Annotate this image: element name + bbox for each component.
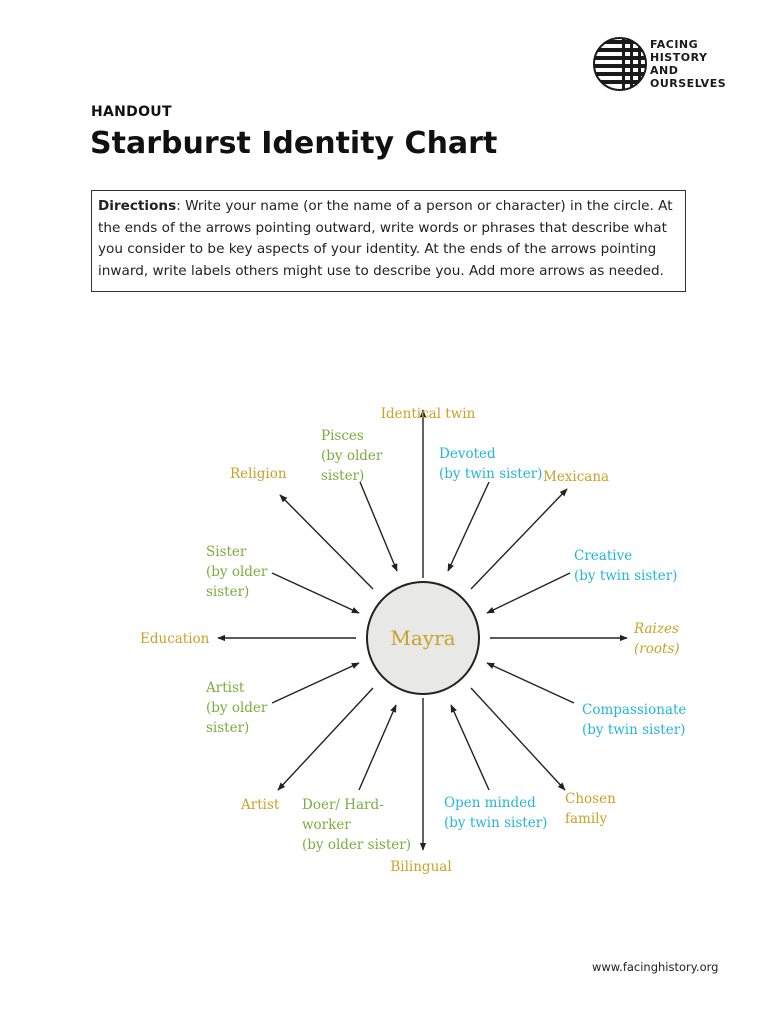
label-education: Education <box>140 631 210 647</box>
label-raizes: Raizes (roots) <box>634 621 680 657</box>
logo-wordmark <box>650 38 726 90</box>
label-pisces: Pisces (by older sister) <box>321 428 383 484</box>
label-devoted: Devoted (by twin sister) <box>439 446 543 482</box>
arrow-open-minded <box>451 705 489 790</box>
arrow-sister <box>272 573 359 613</box>
logo-line: HISTORY <box>650 51 708 64</box>
label-chosen-family: Chosen family <box>565 791 616 827</box>
label-compassionate: Compassionate (by twin sister) <box>582 702 687 738</box>
striped-globe-icon <box>592 36 648 92</box>
center-name: Mayra <box>390 626 456 650</box>
label-creative: Creative (by twin sister) <box>574 548 678 584</box>
facing-history-logo <box>592 36 732 92</box>
page-title: Starburst Identity Chart <box>90 126 498 161</box>
label-religion: Religion <box>230 466 287 482</box>
label-identical-twin: Identical twin <box>380 406 476 422</box>
arrow-pisces <box>360 482 397 571</box>
logo-line: AND <box>650 64 679 77</box>
arrow-devoted <box>448 482 489 571</box>
label-mexicana: Mexicana <box>543 469 610 485</box>
directions-label: Directions <box>98 198 177 214</box>
label-doer: Doer/ Hard- worker (by older sister) <box>302 797 411 853</box>
arrow-mexicana <box>471 489 567 589</box>
logo-line: FACING <box>650 38 699 51</box>
arrow-doer <box>359 705 396 790</box>
starburst-chart <box>0 380 768 890</box>
handout-kicker: HANDOUT <box>91 104 172 120</box>
arrow-creative <box>487 573 570 613</box>
arrow-chosen-family <box>471 688 565 790</box>
arrow-artist <box>278 688 373 790</box>
label-artist-older: Artist (by older sister) <box>206 680 268 736</box>
logo-line: OURSELVES <box>650 77 727 90</box>
directions-text: : Write your name (or the name of a person or character) in the circle. At the ends of the arrows pointing outward, write words or phrases that describe what you consider to be key aspects of your identity. At the ends of the arrows pointing inward, write labels others might use to describe you. Add more arrows as needed. <box>98 198 673 279</box>
label-bilingual: Bilingual <box>390 859 452 875</box>
directions-box <box>91 190 686 292</box>
label-artist: Artist <box>241 797 280 813</box>
arrow-artist-older <box>272 663 359 703</box>
label-sister: Sister (by older sister) <box>206 544 268 600</box>
arrow-compassionate <box>487 663 574 703</box>
label-open-minded: Open minded (by twin sister) <box>444 795 548 831</box>
footer-url[interactable]: www.facinghistory.org <box>592 960 719 974</box>
arrow-religion <box>280 495 373 589</box>
